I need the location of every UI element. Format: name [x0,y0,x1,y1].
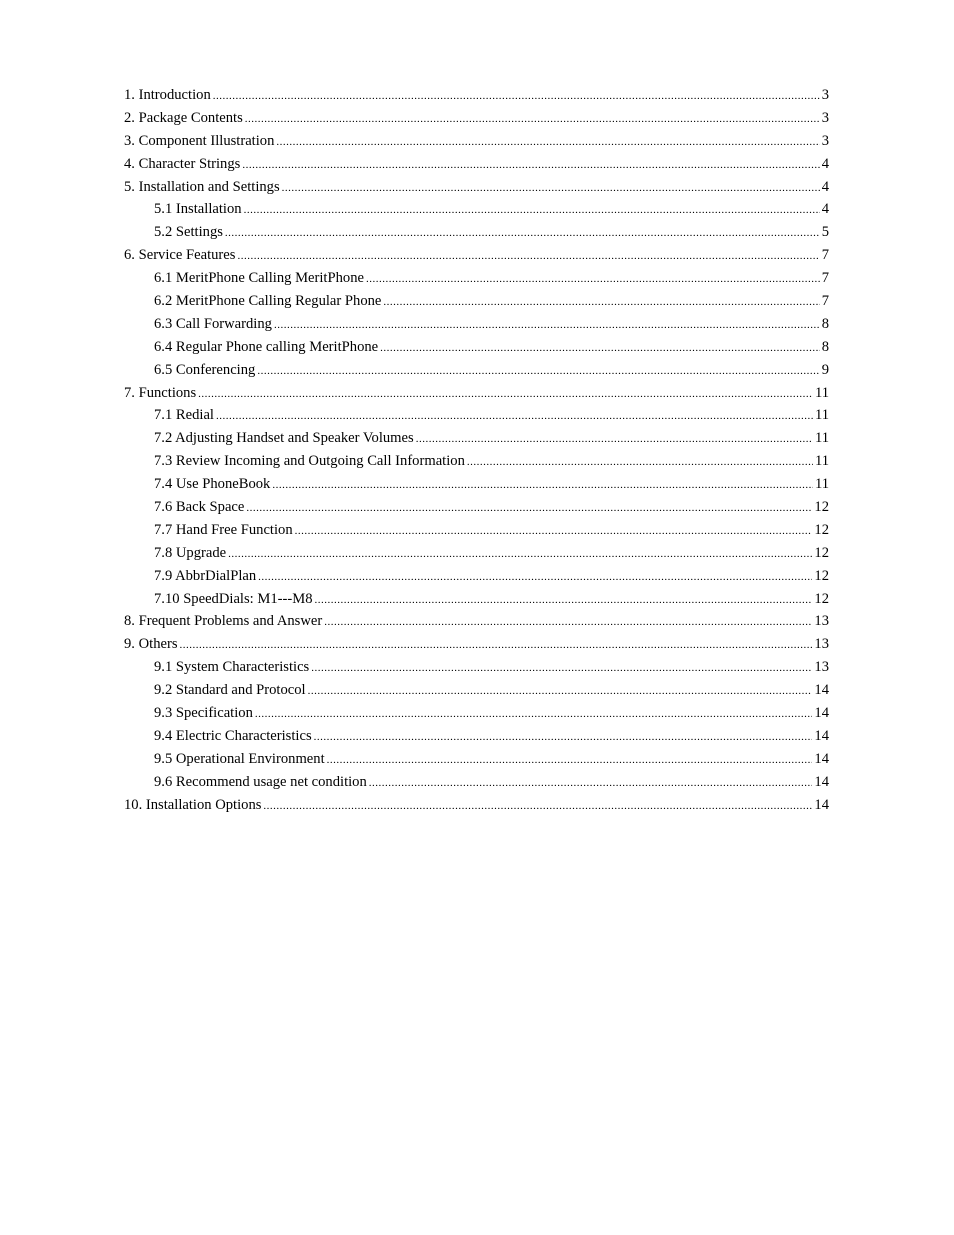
toc-entry-conferencing[interactable] [124,359,829,382]
toc-entry-title: 5.1 Installation [154,201,242,218]
toc-dot-leader [255,703,813,726]
toc-entry-component-illustration[interactable] [124,130,829,153]
toc-entry-upgrade[interactable] [124,542,829,565]
toc-page-number: 14 [814,682,829,699]
toc-dot-leader [324,611,812,634]
toc-entry-title: 7.10 SpeedDials: M1---M8 [154,590,313,607]
toc-page-number: 12 [814,499,829,516]
toc-page-number: 13 [814,613,829,630]
toc-page-number: 14 [814,750,829,767]
toc-page-number: 4 [821,201,829,218]
toc-page-number: 11 [814,453,829,470]
toc-entry-title: 2. Package Contents [124,109,243,126]
toc-entry-title: 6.2 MeritPhone Calling Regular Phone [154,293,382,310]
toc-entry-installation-options[interactable] [124,794,829,817]
toc-dot-leader [327,749,813,772]
toc-page-number: 4 [821,155,829,172]
toc-page-number: 5 [821,224,829,241]
toc-page-number: 8 [821,338,829,355]
toc-entry-title: 7.6 Back Space [154,499,245,516]
toc-entry-title: 9.1 System Characteristics [154,659,310,676]
toc-entry-title: 9.5 Operational Environment [154,750,325,767]
toc-entry-title: 5.2 Settings [154,224,223,241]
toc-entry-back-space[interactable] [124,496,829,519]
toc-page-number: 7 [821,247,829,264]
toc-page-number: 13 [814,636,829,653]
toc-entry-title: 8. Frequent Problems and Answer [124,613,323,630]
toc-entry-title: 9.6 Recommend usage net condition [154,773,367,790]
toc-page-number: 7 [821,270,829,287]
toc-entry-adjusting-volumes[interactable] [124,427,829,450]
toc-entry-standard-and-protocol[interactable] [124,679,829,702]
toc-entry-service-features[interactable] [124,244,829,267]
toc-entry-introduction[interactable] [124,84,829,107]
toc-entry-abbrdialplan[interactable] [124,565,829,588]
toc-page-number: 14 [814,796,829,813]
toc-page-number: 13 [814,659,829,676]
toc-dot-leader [257,360,819,383]
toc-entry-title: 4. Character Strings [124,155,241,172]
toc-dot-leader [366,268,820,291]
toc-page-number: 11 [814,384,829,401]
toc-dot-leader [467,451,813,474]
toc-entry-installation-and-settings[interactable] [124,176,829,199]
toc-entry-call-forwarding[interactable] [124,313,829,336]
toc-entry-title: 7.7 Hand Free Function [154,521,293,538]
toc-dot-leader [246,497,812,520]
toc-entry-title: 6. Service Features [124,247,236,264]
toc-page-number: 8 [821,315,829,332]
toc-page-number: 11 [814,476,829,493]
toc-page-number: 3 [821,109,829,126]
toc-page-number: 11 [814,407,829,424]
toc-page-number: 11 [814,430,829,447]
toc-page-number: 12 [814,544,829,561]
toc-entry-title: 7.9 AbbrDialPlan [154,567,257,584]
toc-page-number: 12 [814,590,829,607]
toc-entry-system-characteristics[interactable] [124,656,829,679]
toc-entry-redial[interactable] [124,404,829,427]
toc-entry-title: 9.4 Electric Characteristics [154,727,312,744]
toc-dot-leader [276,131,819,154]
toc-entry-title: 7.2 Adjusting Handset and Speaker Volumes [154,430,414,447]
toc-dot-leader [383,291,819,314]
toc-dot-leader [416,428,813,451]
toc-dot-leader [258,566,812,589]
toc-page-number: 12 [814,567,829,584]
toc-dot-leader [237,245,819,268]
table-of-contents [124,84,829,817]
toc-page-number: 14 [814,773,829,790]
toc-entry-functions[interactable] [124,382,829,405]
toc-dot-leader [216,405,813,428]
toc-dot-leader [315,589,813,612]
toc-dot-leader [242,154,819,177]
toc-entry-settings[interactable] [124,221,829,244]
toc-dot-leader [308,680,813,703]
toc-entry-title: 6.4 Regular Phone calling MeritPhone [154,338,379,355]
toc-dot-leader [369,772,813,795]
toc-page-number: 9 [821,361,829,378]
toc-dot-leader [263,795,812,818]
toc-dot-leader [314,726,813,749]
toc-entry-title: 6.3 Call Forwarding [154,315,272,332]
toc-entry-installation[interactable] [124,198,829,221]
toc-entry-title: 9.2 Standard and Protocol [154,682,306,699]
toc-entry-title: 3. Component Illustration [124,132,275,149]
toc-dot-leader [282,177,820,200]
toc-page-number: 4 [821,178,829,195]
toc-entry-title: 7. Functions [124,384,197,401]
toc-dot-leader [295,520,813,543]
toc-entry-title: 1. Introduction [124,87,211,103]
toc-dot-leader [198,383,813,406]
toc-dot-leader [228,543,812,566]
toc-entry-title: 7.1 Redial [154,407,214,424]
toc-entry-title: 5. Installation and Settings [124,178,280,195]
toc-entry-recommend-usage-net-condition[interactable] [124,771,829,794]
toc-page-number: 3 [821,132,829,149]
toc-page-number: 12 [814,521,829,538]
toc-entry-title: 9.3 Specification [154,705,253,722]
toc-entry-electric-characteristics[interactable] [124,725,829,748]
toc-entry-specification[interactable] [124,702,829,725]
toc-entry-hand-free-function[interactable] [124,519,829,542]
toc-entry-others[interactable] [124,633,829,656]
toc-dot-leader [380,337,820,360]
toc-entry-frequent-problems[interactable] [124,610,829,633]
toc-entry-title: 7.4 Use PhoneBook [154,476,271,493]
toc-dot-leader [311,657,812,680]
toc-page-number: 14 [814,705,829,722]
toc-entry-review-call-information[interactable] [124,450,829,473]
toc-page-number: 3 [821,87,829,103]
toc-dot-leader [272,474,813,497]
toc-entry-meritphone-calling-regular-phone[interactable] [124,290,829,313]
toc-entry-regular-phone-calling-meritphone[interactable] [124,336,829,359]
toc-entry-title: 7.3 Review Incoming and Outgoing Call Information [154,453,465,470]
toc-dot-leader [180,634,813,657]
toc-dot-leader [213,85,820,108]
toc-entry-title: 7.8 Upgrade [154,544,227,561]
toc-entry-use-phonebook[interactable] [124,473,829,496]
toc-entry-title: 6.1 MeritPhone Calling MeritPhone [154,270,364,287]
toc-page-number: 14 [814,727,829,744]
toc-entry-operational-environment[interactable] [124,748,829,771]
toc-entry-meritphone-calling-meritphone[interactable] [124,267,829,290]
toc-entry-package-contents[interactable] [124,107,829,130]
toc-dot-leader [245,108,820,131]
toc-dot-leader [225,222,820,245]
toc-entry-title: 6.5 Conferencing [154,361,256,378]
toc-page-number: 7 [821,293,829,310]
toc-entry-title: 9. Others [124,636,178,653]
toc-dot-leader [274,314,820,337]
toc-dot-leader [244,199,820,222]
toc-entry-title: 10. Installation Options [124,796,262,813]
toc-entry-character-strings[interactable] [124,153,829,176]
toc-entry-speeddials[interactable] [124,588,829,611]
